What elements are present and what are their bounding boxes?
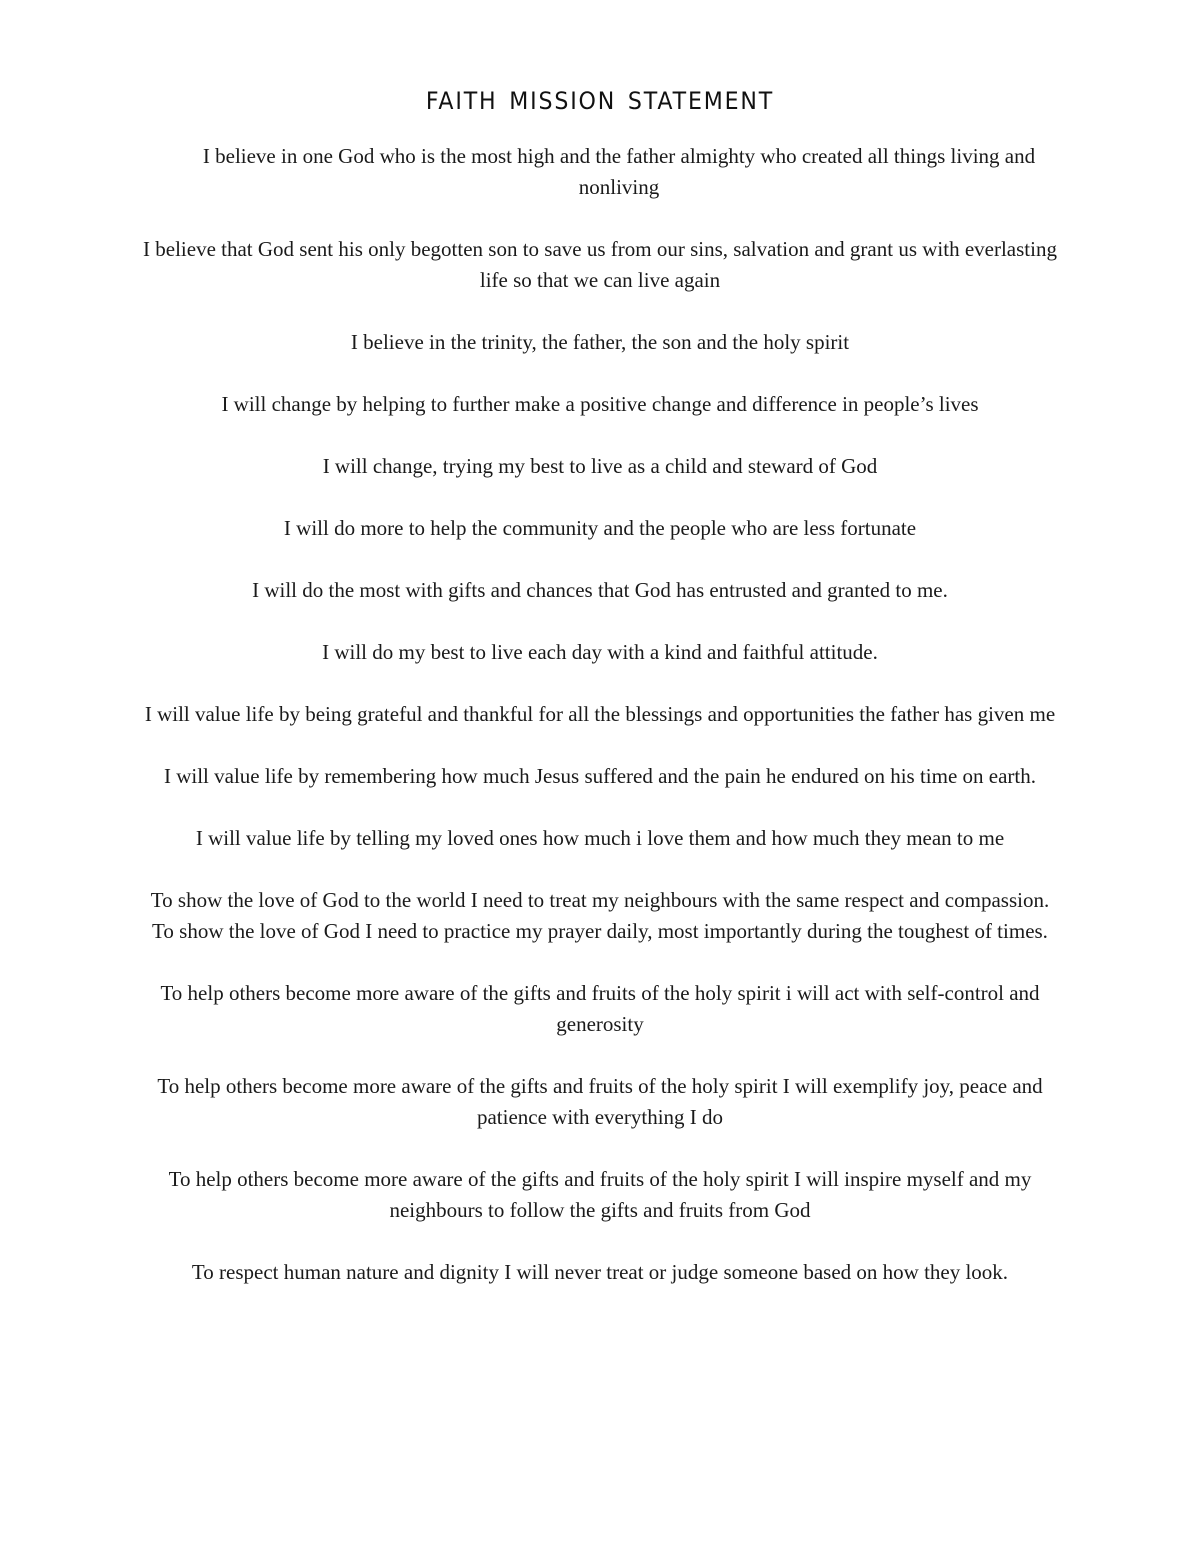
- paragraph-respect-dignity: To respect human nature and dignity I will never treat or judge someone based on how they look.: [191, 1260, 1009, 1284]
- paragraph-help-joy: To help others become more aware of the gifts and fruits of the holy spirit I will exemplify joy, peace and patience with everything I do: [157, 1074, 1043, 1129]
- paragraph-change-positive: I will change by helping to further make a positive change and difference in people’s lives: [221, 392, 979, 416]
- document-title: faith mission statement: [425, 78, 775, 118]
- paragraph-value-grateful: I will value life by being grateful and thankful for all the blessings and opportunities the father has given me: [144, 702, 1056, 726]
- paragraph-love-respect: To show the love of God to the world I need to treat my neighbours with the same respect and compassion.: [150, 888, 1050, 912]
- paragraph-gifts-chances: I will do the most with gifts and chances that God has entrusted and granted to me.: [252, 578, 948, 602]
- paragraph-help-inspire: To help others become more aware of the gifts and fruits of the holy spirit I will inspire myself and my neighbours to follow the gifts and fruits from God: [168, 1167, 1032, 1222]
- paragraph-belief-one-god: I believe in one God who is the most high and the father almighty who created all things living and nonliving: [202, 144, 1036, 199]
- paragraph-help-self-control: To help others become more aware of the gifts and fruits of the holy spirit i will act with self-control and generosity: [160, 981, 1040, 1036]
- paragraph-value-loved-ones: I will value life by telling my loved ones how much i love them and how much they mean to me: [195, 826, 1005, 850]
- paragraph-change-steward: I will change, trying my best to live as a child and steward of God: [322, 454, 878, 478]
- document-body: [130, 141, 1070, 1288]
- paragraph-love-prayer: To show the love of God I need to practice my prayer daily, most importantly during the toughest of times.: [152, 919, 1048, 943]
- paragraph-community: I will do more to help the community and the people who are less fortunate: [283, 516, 917, 540]
- paragraph-value-remembering: I will value life by remembering how much Jesus suffered and the pain he endured on his time on earth.: [163, 764, 1037, 788]
- paragraph-kind-attitude: I will do my best to live each day with a kind and faithful attitude.: [322, 640, 878, 664]
- paragraph-belief-son: I believe that God sent his only begotten son to save us from our sins, salvation and grant us with everlasting life so that we can live again: [143, 237, 1057, 292]
- paragraph-belief-trinity: I believe in the trinity, the father, the son and the holy spirit: [350, 330, 850, 354]
